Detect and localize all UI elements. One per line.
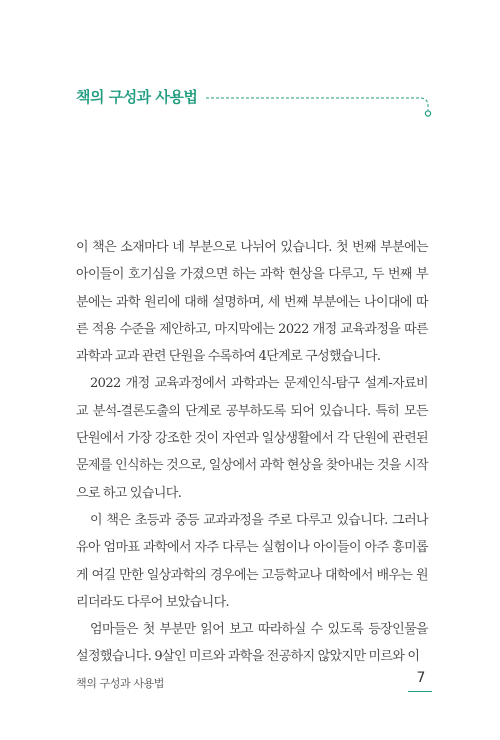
paragraph: 이 책은 소재마다 네 부분으로 나뉘어 있습니다. 첫 번째 부분에는 아이들이 호기심을 가졌으면 하는 과학 현상을 다루고, 두 번째 부분에는 과학 원리에 대해 설명하며, 세 번째 부분에는 나이대에 따른 적용 수준을 제안하고, 마지막에는 2022 개정 교육과정을 따른 과학과 교과 관련 단원을 수록하여 4단계로 구성했습니다. [76,240,428,365]
section-header [76,86,436,118]
body-text [76,234,428,671]
section-title: 책의 구성과 사용법 [76,88,198,106]
paragraph: 2022 개정 교육과정에서 과학과는 문제인식-탐구 설계-자료비교 분석-결론도출의 단계로 공부하도록 되어 있습니다. 특히 모든 단원에서 가장 강조한 것이 자연과 일상생활에서 각 단원에 관련된 문제를 인식하는 것으로, 일상에서 과학 현상을 찾아내는 것을 시작으로 하고 있습니다. [76,376,428,501]
page-number-underline [408,691,432,692]
paragraph: 엄마들은 첫 부분만 읽어 보고 따라하실 수 있도록 등장인물을 설정했습니다. 9살인 미르와 과학을 전공하지 않았지만 미르와 이 [76,622,428,665]
running-title: 책의 구성과 사용법 [76,677,165,690]
paragraph: 이 책은 초등과 중등 교과과정을 주로 다루고 있습니다. 그러나 유아 엄마표 과학에서 자주 다루는 실험이나 아이들이 아주 흥미롭게 여길 만한 일상과학의 경우에는 고등학교나 대학에서 배우는 원리더라도 다루어 보았습니다. [76,512,428,610]
dashed-connector-decoration [206,88,436,118]
page-number: 7 [416,670,426,686]
